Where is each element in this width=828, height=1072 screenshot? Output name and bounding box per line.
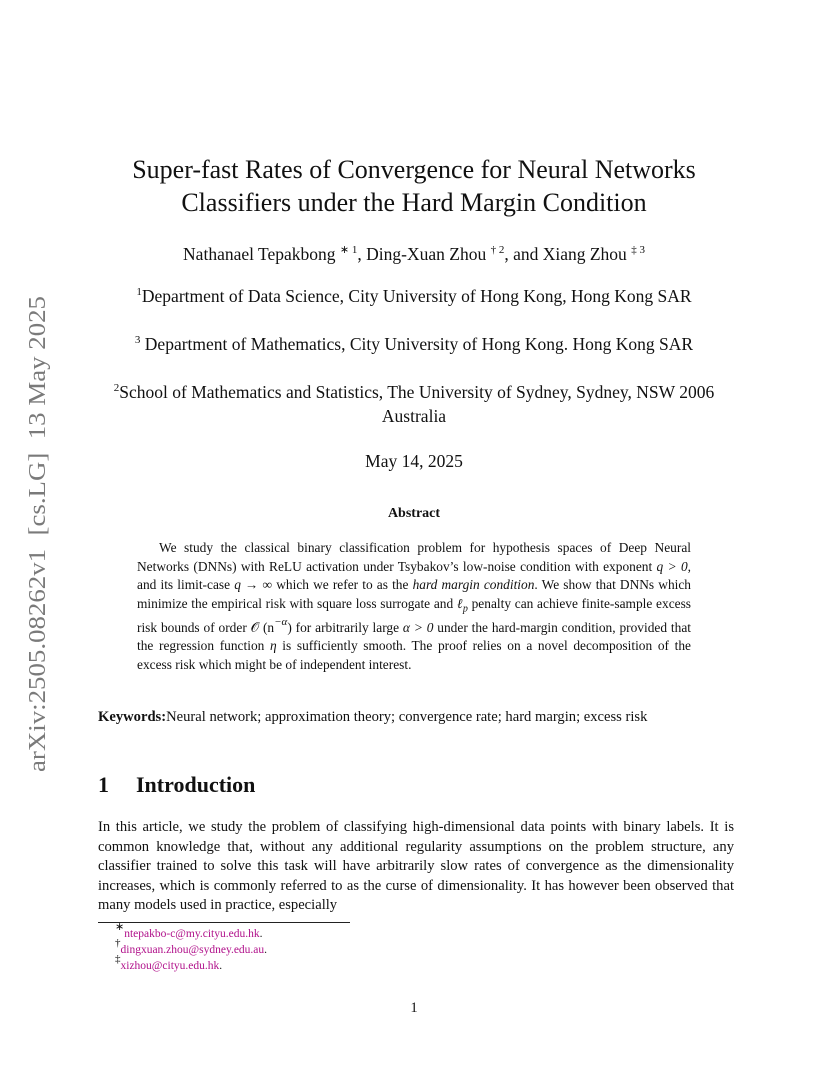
author-1-name: Nathanael Tepakbong	[183, 244, 336, 264]
abstract-part: under the hard-margin condition, provided that the regression function	[137, 619, 692, 654]
footnote-end: .	[219, 960, 223, 972]
math-inline: 𝒪 (n	[250, 619, 275, 635]
math-inline: ℓ	[456, 595, 463, 611]
math-subscript: p	[462, 603, 468, 615]
math-superscript: −α	[274, 615, 288, 628]
math-inline: α > 0	[402, 619, 434, 635]
abstract-part: which we refer to as the	[272, 577, 413, 592]
math-inline: q > 0	[656, 558, 688, 574]
affiliation-3	[90, 332, 738, 356]
author-3-marks: ‡ 3	[631, 244, 645, 256]
author-3-name: , and Xiang Zhou	[504, 244, 627, 264]
affiliation-3-mark: 3	[134, 334, 141, 346]
paper-date: May 14, 2025	[365, 451, 463, 471]
abstract-part: for arbitrarily large	[291, 619, 403, 635]
title-line-2: Classifiers under the Hard Margin Condition	[181, 188, 647, 217]
math-inline: q → ∞	[234, 577, 273, 592]
footnote-mark: ∗	[115, 921, 125, 933]
section-heading	[98, 772, 255, 798]
email-link[interactable]: xizhou@cityu.edu.hk	[120, 960, 220, 972]
math-inline: )	[287, 619, 292, 635]
keywords	[98, 707, 734, 727]
affiliation-2-mark: 2	[113, 382, 120, 394]
footnotes	[115, 921, 268, 974]
section-title: Introduction	[136, 772, 256, 797]
footnote-mark: †	[115, 937, 121, 949]
footnote-mark: ‡	[115, 953, 121, 965]
email-link[interactable]: ntepakbo-c@my.cityu.edu.hk	[124, 928, 260, 940]
footnote-rule	[98, 922, 350, 923]
keywords-text: Neural network; approximation theory; convergence rate; hard margin; excess risk	[166, 709, 648, 725]
footnote	[115, 921, 267, 942]
footnote-end: .	[264, 944, 268, 956]
affiliation-2-text: School of Mathematics and Statistics, The University of Sydney, Sydney, NSW 2006 Australia	[119, 382, 715, 426]
affiliation-2	[90, 380, 738, 428]
author-2-name: , Ding-Xuan Zhou	[357, 244, 487, 264]
math-inline: η	[270, 638, 277, 654]
email-link[interactable]: dingxuan.zhou@sydney.edu.au	[120, 944, 265, 956]
abstract-part: is sufficiently smooth. The proof relies on a novel decomposition of the excess risk which might be of independent interest.	[137, 638, 692, 672]
affiliation-1	[90, 284, 738, 308]
paper-title	[90, 153, 738, 219]
footnote	[115, 953, 267, 974]
arxiv-id-text: arXiv:2505.08262v1 [cs.LG] 13 May 2025	[24, 337, 51, 772]
author-list	[90, 242, 738, 266]
arxiv-identifier-stamp	[19, 296, 53, 772]
keywords-label: Keywords:	[98, 709, 167, 725]
affiliation-3-text: Department of Mathematics, City University of Hong Kong. Hong Kong SAR	[140, 334, 694, 354]
page-number: 1	[410, 1000, 418, 1016]
affiliation-1-text: Department of Data Science, City University of Hong Kong, Hong Kong SAR	[141, 286, 692, 306]
section-number: 1	[98, 772, 109, 797]
abstract-emphasis: hard margin condition	[412, 577, 535, 592]
author-2-marks: † 2	[490, 244, 505, 256]
abstract-part: . We show that DNNs which minimize the empirical risk with square loss surrogate and	[137, 577, 692, 611]
abstract-part: penalty can achieve finite-sample excess risk bounds of order	[137, 595, 692, 635]
arxiv-stamp-svg	[19, 296, 53, 772]
footnote-end: .	[259, 928, 263, 940]
abstract-heading: Abstract	[387, 506, 441, 521]
abstract-part: , and its limit-case	[137, 558, 691, 592]
intro-paragraph: In this article, we study the problem of classifying high-dimensional data points with binary labels. It is common knowledge that, without any additional regularity assumptions on the problem structure, any classifier trained to solve this task will have arbitrarily slow rates of convergence as the dimensionality increases, which is commonly referred to as the curse of dimensionality. It has however been observed that many models used in practice, especially	[98, 819, 734, 913]
abstract-part: We study the classical binary classification problem for hypothesis spaces of Deep Neural Networks (DNNs) with ReLU activation under Tsybakov’s low-noise condition with exponent	[137, 540, 691, 574]
title-line-1: Super-fast Rates of Convergence for Neural Networks	[132, 155, 696, 184]
abstract-text	[137, 539, 691, 674]
affiliation-1-mark: 1	[136, 286, 142, 298]
author-1-marks: ∗ 1	[339, 244, 358, 256]
footnote	[115, 937, 268, 958]
